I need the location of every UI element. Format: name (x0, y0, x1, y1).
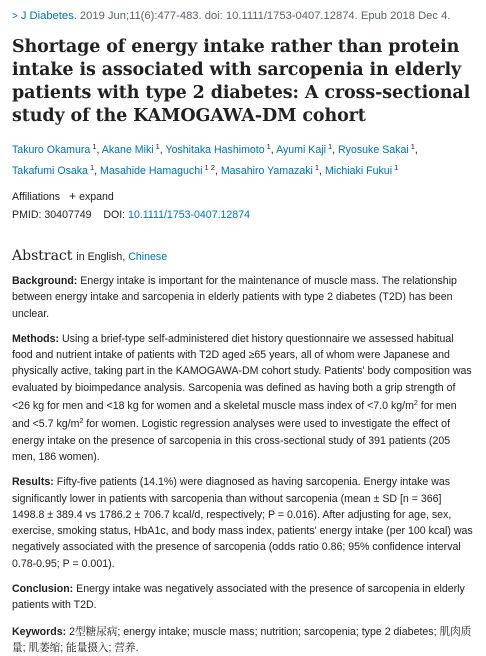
author-item (165, 144, 270, 156)
author-item (276, 144, 332, 156)
author-list (12, 138, 476, 180)
expand-plus-icon[interactable]: + (69, 189, 77, 203)
abstract-heading-row (12, 248, 476, 264)
citation-details: 2019 Jun;11(6):477-483. doi: 10.1111/1753-0407.12874. Epub 2018 Dec 4. (76, 10, 451, 22)
author-link[interactable]: Yoshitaka Hashimoto (165, 144, 265, 156)
conclusion-label: Conclusion: (12, 583, 74, 596)
methods-label: Methods: (12, 332, 60, 345)
identifiers-row (12, 207, 476, 223)
author-affiliation-ref[interactable]: 1 (314, 163, 320, 172)
author-affiliation-ref[interactable]: 1 (327, 142, 333, 151)
author-link[interactable]: Masahide Hamaguchi (100, 165, 203, 177)
results-text: Fifty-five patients (14.1%) were diagnosed as having sarcopenia. Energy intake was significantly lower in patients with sarcopenia than without sarcopenia (mean ± SD [n = 366] 1498.8 ± 389.4 vs 1786.2 ± 706.7 kcal/d, respectively; P = 0.016). After adjusting for age, sex, exercise, smoking status, HbA1c, and body mass index, patients' energy intake (per 100 kcal) was negatively associated with the presence of sarcopenia (odds ratio 0.86; 95% confidence interval 0.78-0.95; P = 0.001). (12, 476, 473, 570)
author-affiliation-ref[interactable]: 1 (155, 142, 160, 151)
article-title: Shortage of energy intake rather than protein intake is associated with sarcopenia in elderly patients with type 2 diabetes: A cross-sectional study of the KAMOGAWA-DM cohort (12, 37, 471, 126)
author-separator: , (332, 144, 339, 156)
author-separator: , (159, 144, 166, 156)
affiliations-label: Affiliations (12, 191, 61, 203)
article-page (12, 8, 476, 656)
author-link[interactable]: Takafumi Osaka (12, 165, 88, 177)
abstract-heading: Abstract (12, 248, 73, 264)
author-link[interactable]: Ayumi Kaji (276, 144, 326, 156)
author-affiliation-ref[interactable]: 1 (92, 142, 97, 151)
author-separator: , (96, 144, 102, 156)
expand-affiliations-button[interactable]: expand (79, 191, 114, 203)
results-label: Results: (12, 476, 54, 489)
background-text: Energy intake is important for the maintenance of muscle mass. The relationship between energy intake and sarcopenia in elderly patients with type 2 diabetes (T2D) has been unclear. (12, 275, 457, 320)
author-item (338, 144, 415, 156)
author-link[interactable]: Ryosuke Sakai (338, 144, 409, 156)
chevron-right-icon[interactable]: > (12, 11, 18, 22)
author-separator: , (319, 165, 325, 177)
author-item (221, 165, 319, 177)
author-affiliation-ref[interactable]: 1 2 (204, 163, 215, 172)
methods-text-2: for men and <5.7 kg/m (12, 400, 457, 431)
author-item (100, 165, 215, 177)
pmid-value: 30407749 (44, 209, 92, 221)
author-item (102, 144, 160, 156)
methods-text-1: Using a brief-type self-administered diet history questionnaire we assessed habitual food and nutrient intake of patients with T2D aged ≥65 years, all of whom were Japanese and physically active, taking part in the KAMOGAWA-DM cohort study. Patients' body composition was evaluated by bioimpedance analysis. Sarcopenia was defined as having both a grip strength of <26 kg for men and <18 kg for women and a skeletal muscle mass index of <7.0 kg/m (12, 332, 472, 413)
keywords-text: 2型糖尿病; energy intake; muscle mass; nutrition; sarcopenia; type 2 diabetes; 肌肉质量; 肌萎缩; 能量摄入; 营养. (12, 625, 472, 654)
journal-link[interactable]: J Diabetes. (20, 10, 77, 22)
author-affiliation-ref[interactable]: 1 (89, 163, 95, 172)
methods-sup-1: 2 (413, 400, 418, 408)
author-link[interactable]: Masahiro Yamazaki (220, 165, 313, 177)
author-link[interactable]: Akane Miki (101, 144, 154, 156)
keywords-label: Keywords: (12, 625, 67, 638)
abstract-methods (12, 331, 476, 465)
abstract-background (12, 273, 476, 322)
author-affiliation-ref[interactable]: 1 (266, 142, 271, 151)
affiliations-row (12, 188, 476, 205)
language-prefix: in English, (76, 251, 126, 263)
author-separator: , (94, 165, 101, 177)
author-item (325, 165, 398, 177)
pmid-label: PMID: (12, 209, 42, 221)
conclusion-text: Energy intake was negatively associated with the presence of sarcopenia in elderly patients with T2D. (12, 583, 465, 612)
author-separator: , (414, 144, 418, 156)
methods-text-3: for women. Logistic regression analyses were used to investigate the effect of energy intake on the presence of sarcopenia in this cross-sectional study of 391 patients (205 men, 186 women). (12, 418, 451, 463)
doi-label: DOI: (103, 209, 126, 221)
keywords (12, 624, 476, 656)
author-separator: , (214, 165, 221, 177)
doi-link[interactable]: 10.1111/1753-0407.12874 (128, 209, 250, 221)
author-affiliation-ref[interactable]: 1 (394, 163, 399, 172)
chinese-language-link[interactable]: Chinese (128, 251, 168, 263)
abstract-results (12, 474, 476, 572)
author-item (12, 144, 96, 156)
author-link[interactable]: Michiaki Fukui (324, 165, 393, 177)
background-label: Background: (12, 275, 78, 287)
author-separator: , (270, 144, 277, 156)
abstract-conclusion (12, 581, 476, 614)
author-link[interactable]: Takuro Okamura (12, 144, 91, 156)
methods-sup-2: 2 (79, 418, 84, 426)
author-affiliation-ref[interactable]: 1 (410, 142, 415, 151)
citation-line (12, 8, 476, 25)
author-item (12, 165, 94, 177)
abstract-language (76, 251, 167, 263)
